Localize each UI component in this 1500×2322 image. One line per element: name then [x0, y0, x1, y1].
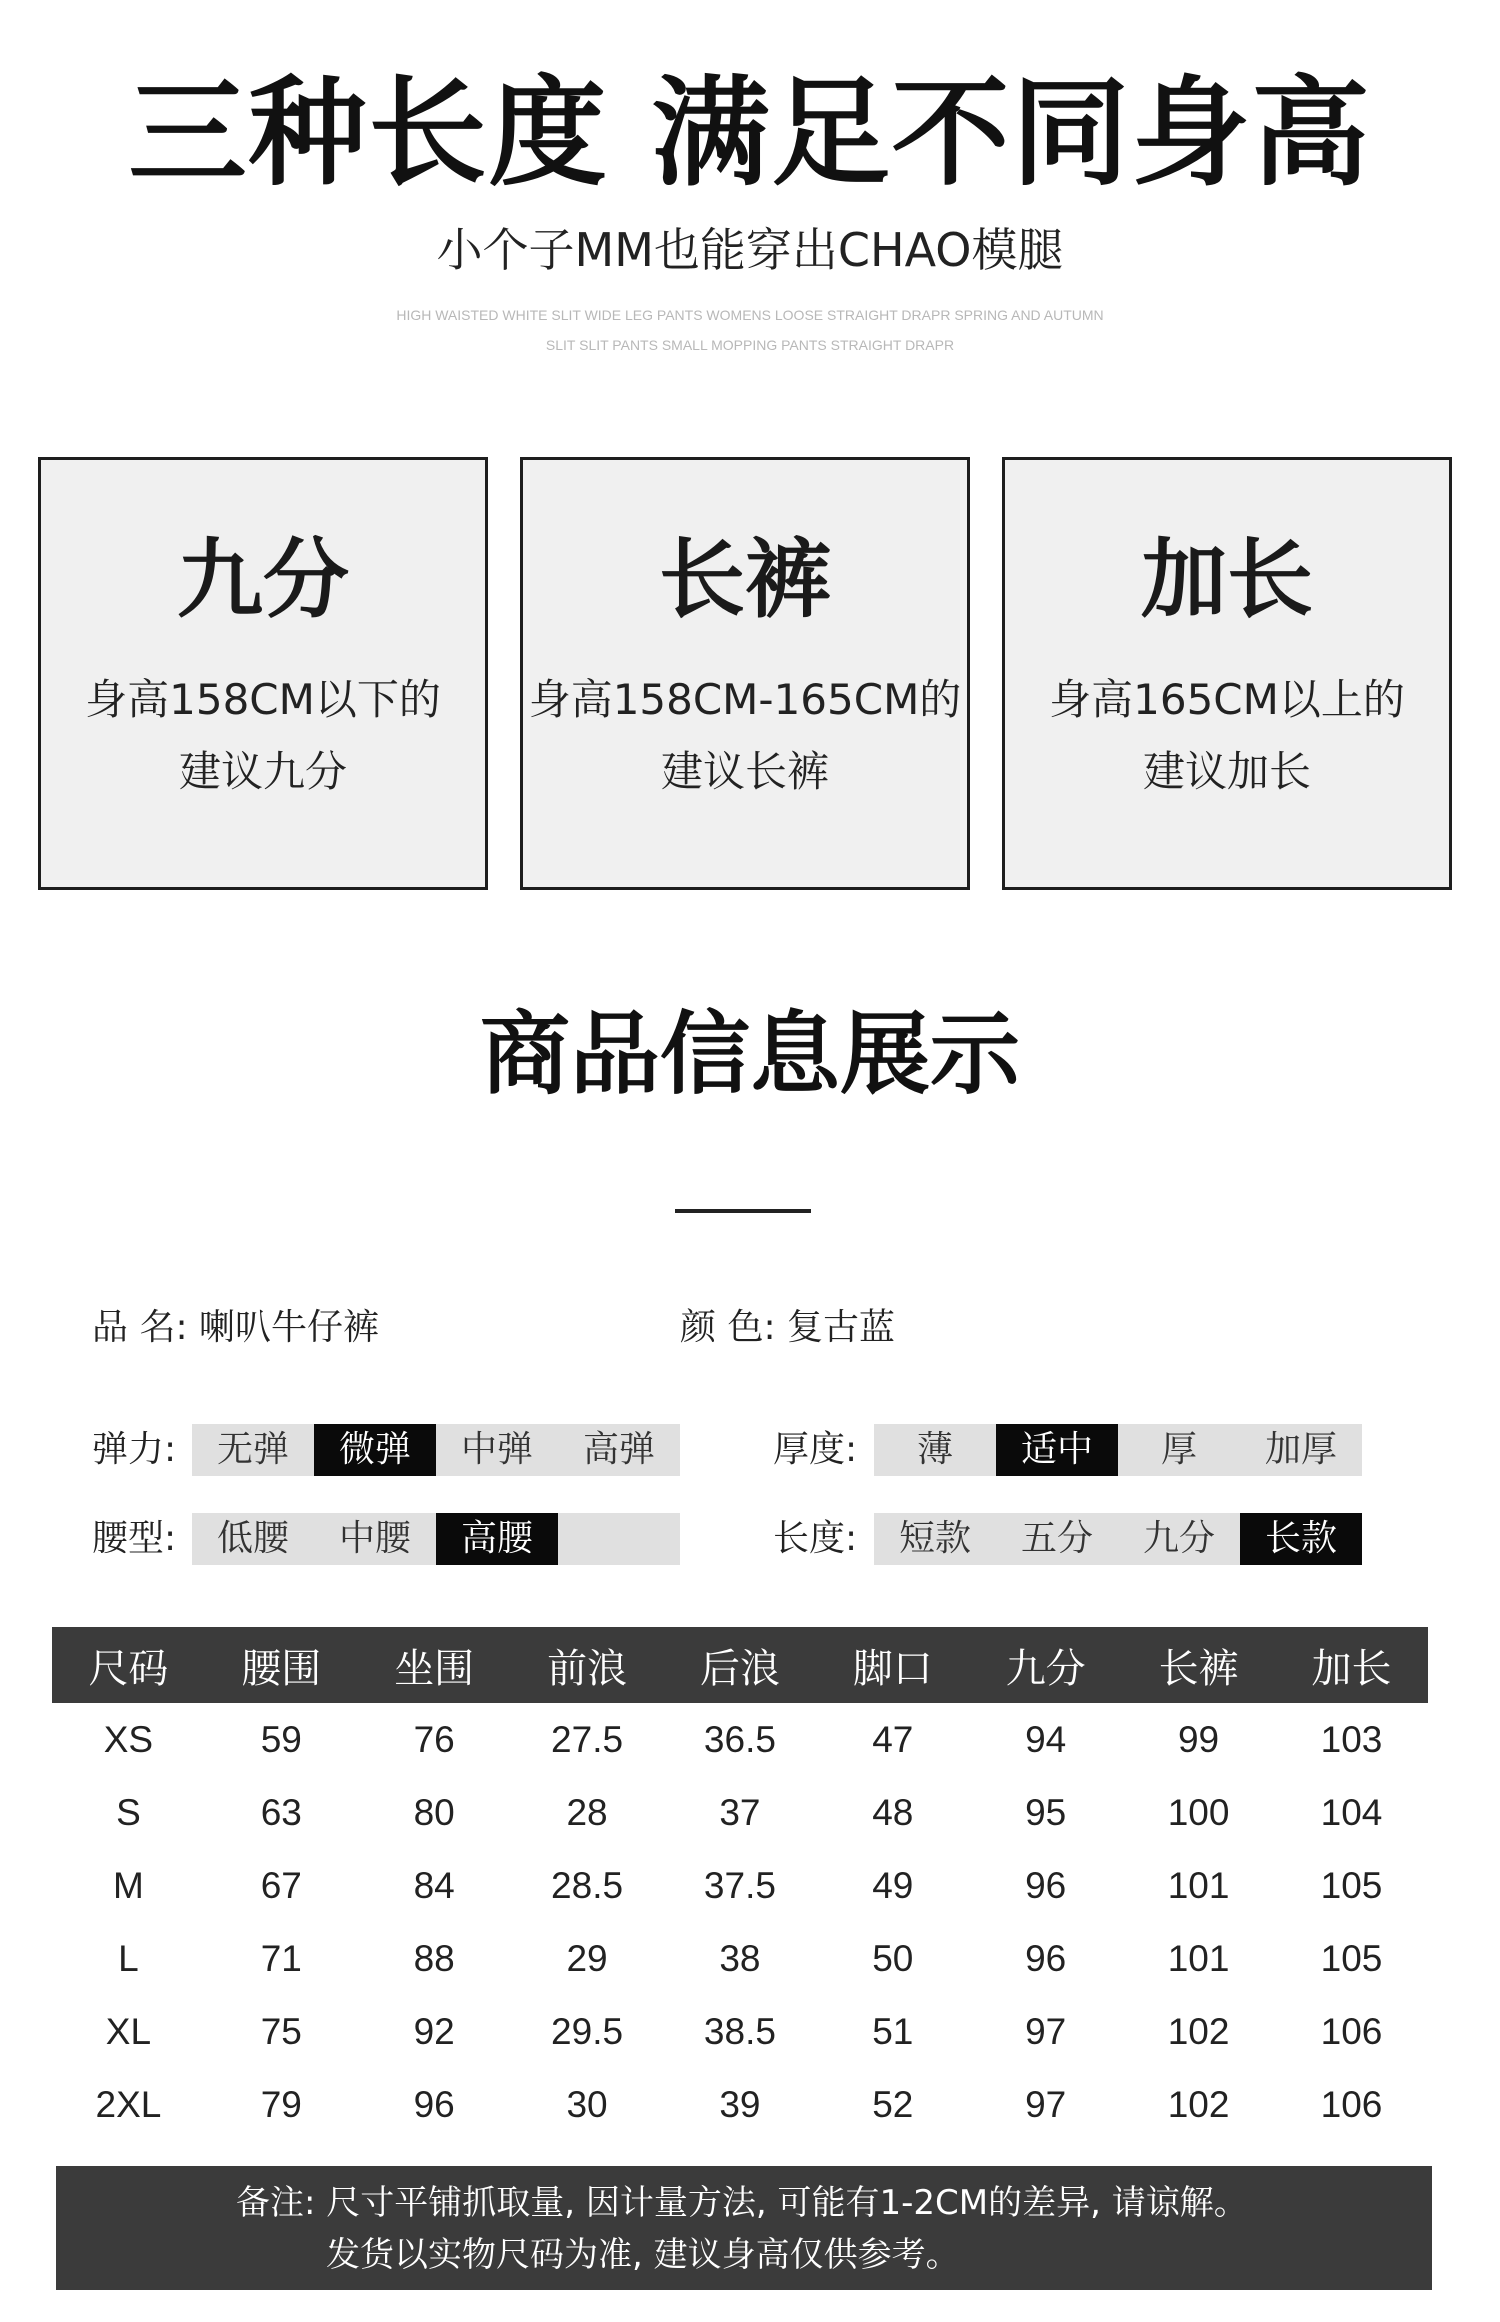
table-row [52, 1922, 1428, 1995]
table-cell: 100 [1167, 1791, 1230, 1833]
english-caption-line: HIGH WAISTED WHITE SLIT WIDE LEG PANTS WOMENS LOOSE STRAIGHT DRAPR SPRING AND AUTUMN [396, 307, 1104, 323]
table-cell: 48 [872, 1791, 914, 1833]
length-card-desc: 建议长裤 [660, 747, 829, 796]
table-cell: 51 [872, 2010, 914, 2052]
table-cell: 96 [1025, 1937, 1067, 1979]
table-row [52, 2068, 1428, 2141]
waist-option-selected: 高腰 [436, 1513, 558, 1565]
table-cell: 80 [413, 1791, 455, 1833]
table-cell: 47 [872, 1718, 914, 1760]
table-cell: XS [103, 1718, 154, 1760]
column-header: 腰围 [205, 1627, 358, 1703]
section-title: 商品信息展示 [480, 1002, 1020, 1107]
table-row [52, 1995, 1428, 2068]
length-card-changku [520, 457, 970, 890]
column-header: 坐围 [358, 1627, 511, 1703]
table-cell: 95 [1025, 1791, 1067, 1833]
length-card-name: 长裤 [659, 530, 831, 630]
table-cell: 50 [872, 1937, 914, 1979]
elasticity-option: 中弹 [460, 1429, 533, 1470]
table-cell: L [118, 1937, 139, 1979]
table-cell: 97 [1025, 2010, 1067, 2052]
english-caption-line: SLIT SLIT PANTS SMALL MOPPING PANTS STRAIGHT DRAPR [545, 337, 955, 353]
table-cell: 52 [872, 2083, 914, 2125]
table-cell: 75 [260, 2010, 302, 2052]
elasticity-option: 无弹 [216, 1429, 289, 1470]
table-cell: 28.5 [551, 1864, 624, 1906]
table-cell: 103 [1320, 1718, 1383, 1760]
thickness-label: 厚度: [773, 1429, 858, 1470]
table-cell: 71 [260, 1937, 302, 1979]
size-table [52, 1627, 1428, 2141]
column-header: 脚口 [816, 1627, 969, 1703]
section-divider [675, 1209, 811, 1213]
table-cell: 105 [1320, 1864, 1383, 1906]
table-cell: 63 [260, 1791, 302, 1833]
length-card-desc: 身高165CM以上的 [1049, 675, 1405, 724]
column-header: 尺码 [52, 1627, 205, 1703]
page-title: 三种长度 满足不同身高 [128, 64, 1372, 202]
table-cell: 37 [719, 1791, 761, 1833]
table-cell: 67 [260, 1864, 302, 1906]
table-cell: 84 [413, 1864, 455, 1906]
length-option: 五分 [1020, 1518, 1093, 1559]
table-cell: 38 [719, 1937, 761, 1979]
waist-option: 低腰 [216, 1518, 289, 1559]
note-text: 发货以实物尺码为准, 建议身高仅供参考。 [326, 2235, 960, 2275]
elasticity-scale [192, 1424, 680, 1476]
table-cell: 36.5 [703, 1718, 776, 1760]
product-name-value: 喇叭牛仔裤 [199, 1307, 380, 1348]
table-cell: 101 [1167, 1864, 1230, 1906]
waist-label: 腰型: [92, 1518, 177, 1559]
table-row [52, 1703, 1428, 1776]
length-option-selected: 长款 [1240, 1513, 1362, 1565]
table-cell: 27.5 [551, 1718, 624, 1760]
table-cell: 29.5 [551, 2010, 624, 2052]
size-table-header [52, 1627, 1428, 1703]
product-name-row [92, 1303, 379, 1353]
product-color-row [680, 1303, 895, 1353]
product-name-label: 品 名: [92, 1307, 188, 1348]
table-cell: 59 [260, 1718, 302, 1760]
table-cell: 37.5 [703, 1864, 776, 1906]
table-cell: 88 [413, 1937, 455, 1979]
table-cell: 106 [1320, 2010, 1383, 2052]
thickness-option-selected: 适中 [996, 1424, 1118, 1476]
table-cell: S [116, 1791, 141, 1833]
column-header: 后浪 [664, 1627, 817, 1703]
thickness-option: 加厚 [1264, 1429, 1337, 1470]
table-cell: 2XL [95, 2083, 162, 2125]
table-cell: 105 [1320, 1937, 1383, 1979]
product-color-value: 复古蓝 [787, 1307, 896, 1348]
table-cell: 79 [260, 2083, 302, 2125]
table-cell: M [113, 1864, 144, 1906]
table-cell: 102 [1167, 2010, 1230, 2052]
thickness-scale [874, 1424, 1362, 1476]
table-cell: 101 [1167, 1937, 1230, 1979]
table-cell: 39 [719, 2083, 761, 2125]
product-color-label: 颜 色: [680, 1307, 776, 1348]
table-cell: 30 [566, 2083, 608, 2125]
table-cell: XL [105, 2010, 152, 2052]
waist-option-empty [558, 1513, 680, 1565]
length-card-desc: 建议加长 [1142, 747, 1311, 796]
waist-scale [192, 1513, 680, 1565]
length-label: 长度: [773, 1518, 858, 1559]
note-text: 备注: 尺寸平铺抓取量, 因计量方法, 可能有1-2CM的差异, 请谅解。 [236, 2183, 1248, 2223]
table-cell: 92 [413, 2010, 455, 2052]
length-option: 九分 [1142, 1518, 1215, 1559]
table-cell: 96 [413, 2083, 455, 2125]
table-cell: 94 [1025, 1718, 1067, 1760]
table-row [52, 1849, 1428, 1922]
table-row [52, 1776, 1428, 1849]
english-caption [320, 300, 1180, 360]
table-cell: 49 [872, 1864, 914, 1906]
length-card-desc: 身高158CM-165CM的 [528, 675, 962, 724]
length-card-desc: 建议九分 [178, 747, 347, 796]
elasticity-label: 弹力: [92, 1429, 177, 1470]
length-scale [874, 1513, 1362, 1565]
table-cell: 106 [1320, 2083, 1383, 2125]
length-option: 短款 [898, 1518, 971, 1559]
table-cell: 99 [1177, 1718, 1220, 1760]
note-banner [56, 2166, 1432, 2290]
length-card-jiachang [1002, 457, 1452, 890]
table-cell: 102 [1167, 2083, 1230, 2125]
table-cell: 97 [1025, 2083, 1067, 2125]
column-header: 长裤 [1122, 1627, 1275, 1703]
column-header: 加长 [1275, 1627, 1428, 1703]
column-header: 前浪 [511, 1627, 664, 1703]
page-subtitle: 小个子MM也能穿出CHAO模腿 [436, 223, 1064, 277]
table-cell: 96 [1025, 1864, 1067, 1906]
elasticity-option: 高弹 [582, 1429, 655, 1470]
table-cell: 28 [566, 1791, 608, 1833]
length-card-desc: 身高158CM以下的 [85, 675, 441, 724]
column-header: 九分 [969, 1627, 1122, 1703]
thickness-option: 厚 [1160, 1429, 1197, 1470]
thickness-option: 薄 [916, 1429, 953, 1470]
table-cell: 104 [1320, 1791, 1383, 1833]
length-card-name: 加长 [1141, 530, 1313, 630]
length-card-name: 九分 [177, 530, 349, 630]
table-cell: 38.5 [703, 2010, 776, 2052]
length-card-jiufen [38, 457, 488, 890]
elasticity-option-selected: 微弹 [314, 1424, 436, 1476]
table-cell: 29 [566, 1937, 608, 1979]
waist-option: 中腰 [338, 1518, 411, 1559]
table-cell: 76 [413, 1718, 455, 1760]
